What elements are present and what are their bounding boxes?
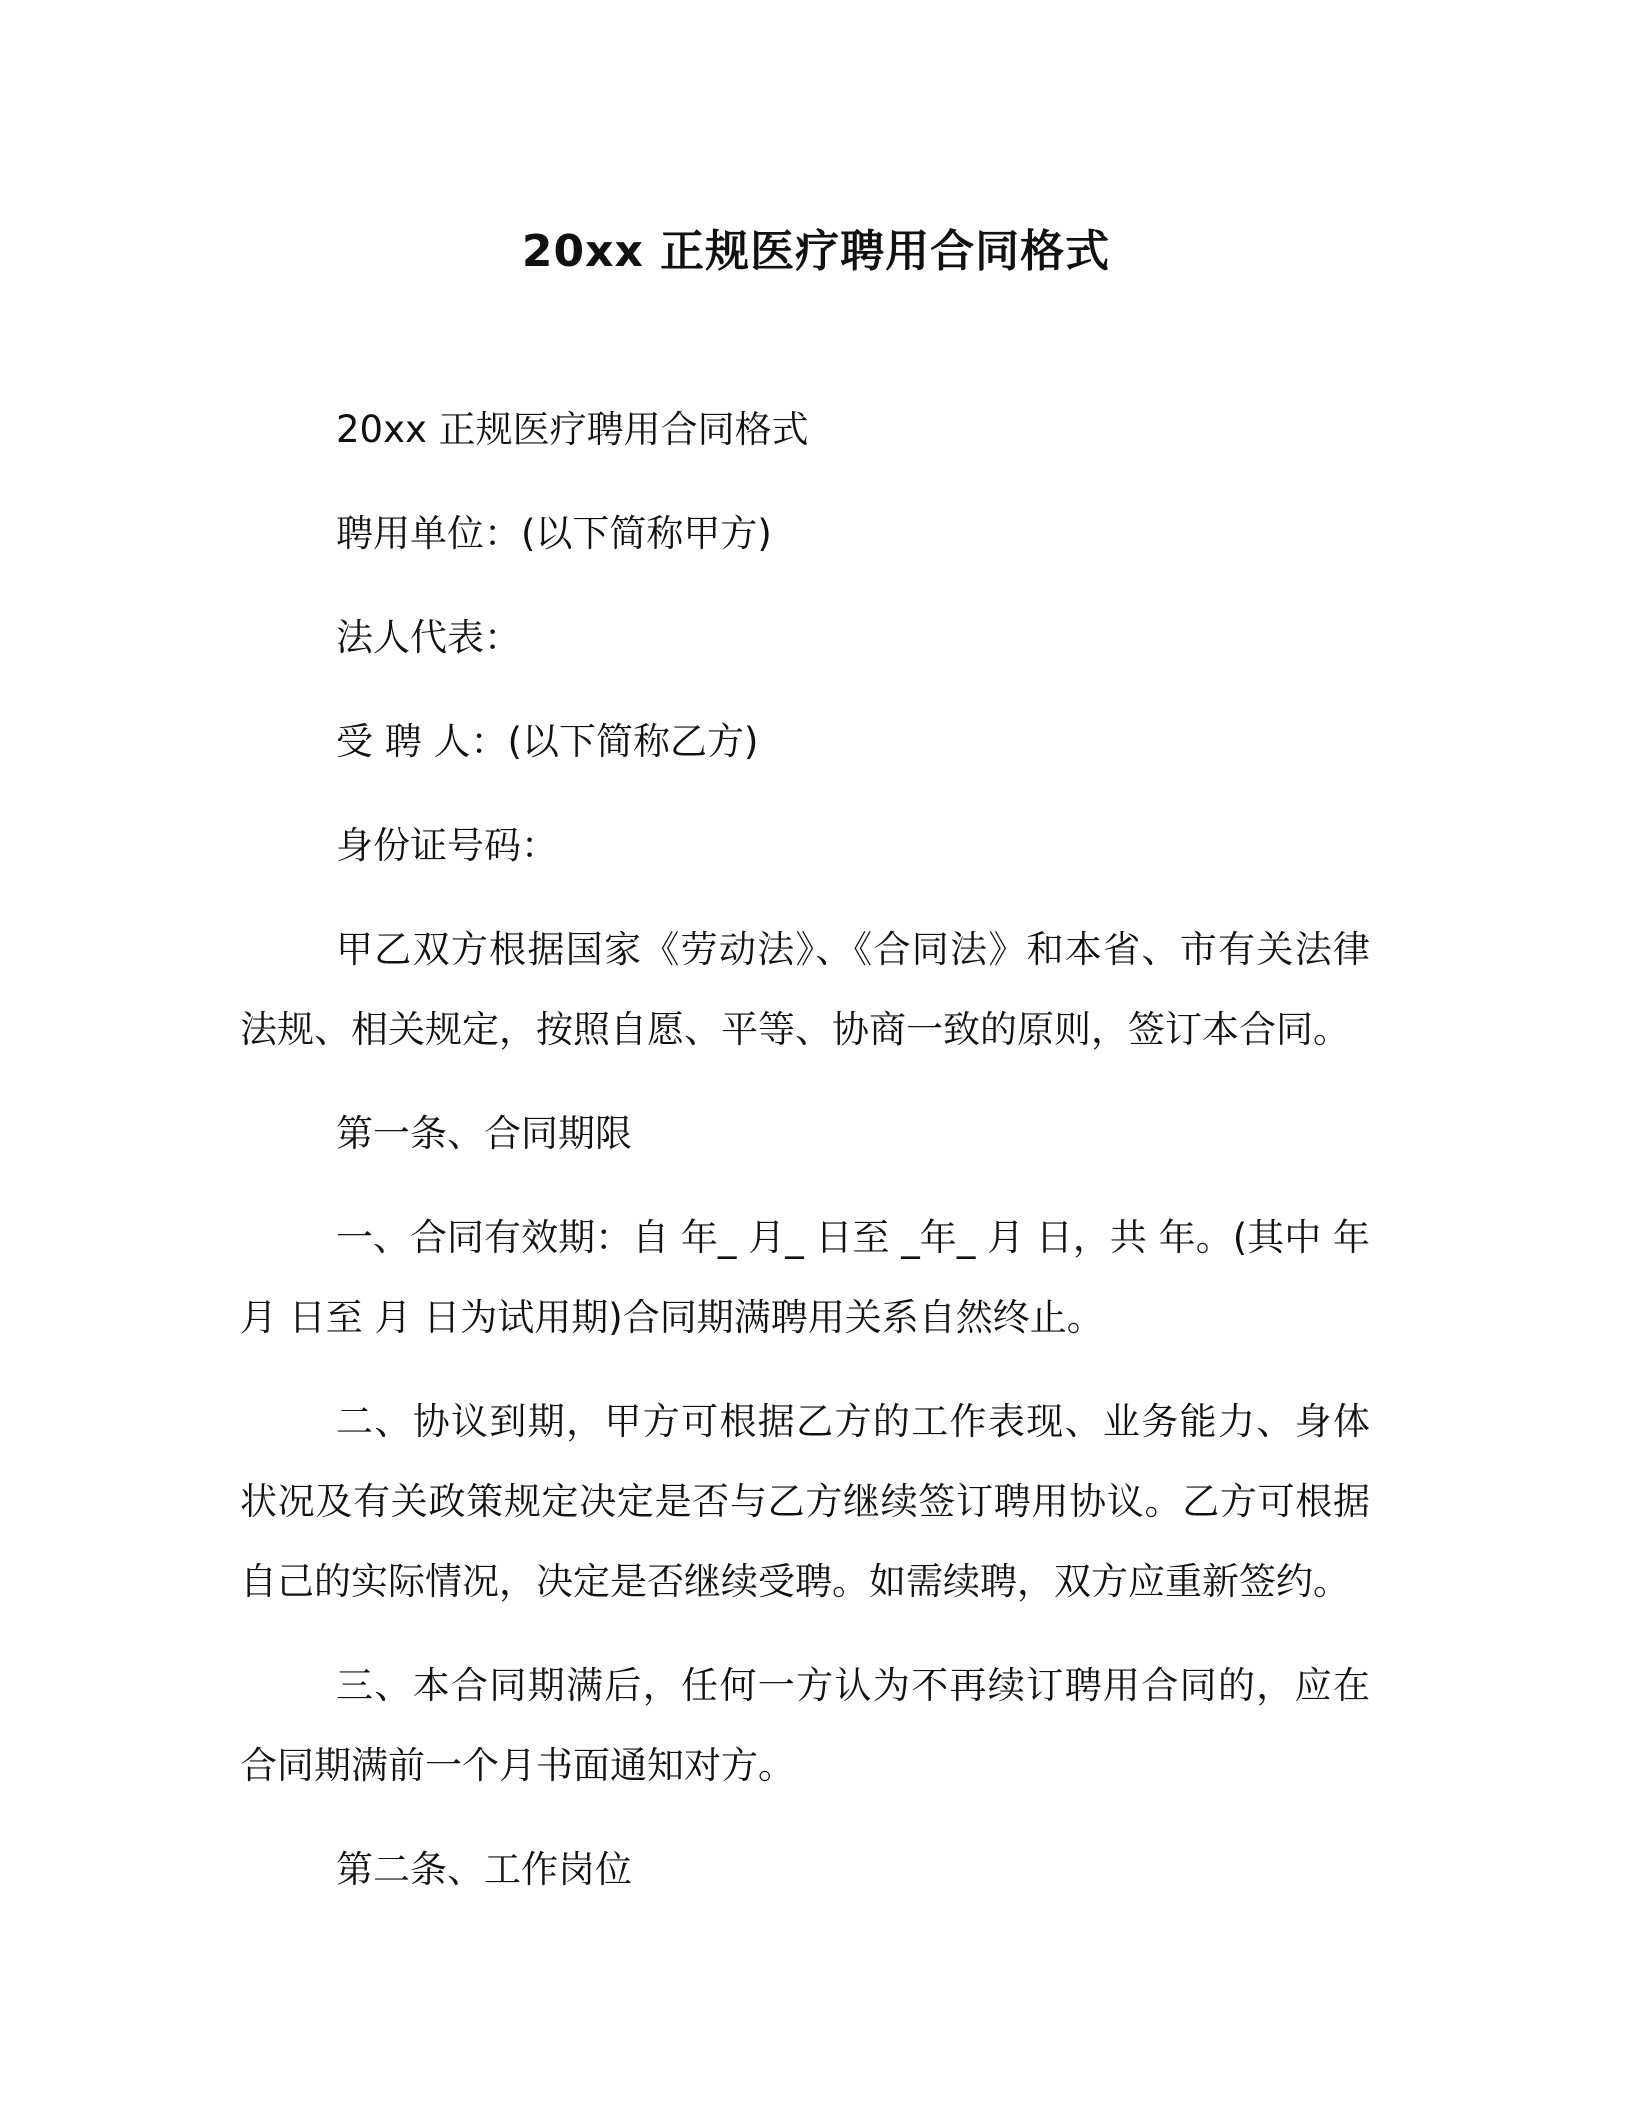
paragraph-article-1-clause-1: 一、合同有效期：自 年_ 月_ 日至 _年_ 月 日，共 年。(其中 年月 日至 月 日为试用期)合同期满聘用关系自然终止。 (240, 1216, 1370, 1339)
paragraph-preamble: 甲乙双方根据国家《劳动法》、《合同法》和本省、市有关法律法规、相关规定，按照自愿、平等、协商一致的原则，签订本合同。 (240, 928, 1370, 1051)
paragraph-legal-representative: 法人代表： (336, 616, 521, 659)
paragraph-article-1-clause-3: 三、本合同期满后，任何一方认为不再续订聘用合同的，应在合同期满前一个月书面通知对方。 (240, 1664, 1370, 1787)
document-title: 20xx 正规医疗聘用合同格式 (521, 226, 1111, 277)
paragraph-id-number: 身份证号码： (336, 824, 558, 867)
paragraph-subtitle: 20xx 正规医疗聘用合同格式 (336, 408, 809, 451)
paragraph-employer: 聘用单位：(以下简称甲方) (336, 512, 772, 555)
paragraph-employee: 受 聘 人：(以下简称乙方) (336, 720, 759, 763)
paragraph-article-2-heading: 第二条、工作岗位 (336, 1848, 632, 1891)
paragraph-article-1-clause-2: 二、协议到期，甲方可根据乙方的工作表现、业务能力、身体状况及有关政策规定决定是否与乙方继续签订聘用协议。乙方可根据自己的实际情况，决定是否继续受聘。如需续聘，双方应重新签约。 (240, 1400, 1370, 1603)
paragraph-article-1-heading: 第一条、合同期限 (336, 1112, 632, 1155)
document-body (240, 390, 1370, 1934)
